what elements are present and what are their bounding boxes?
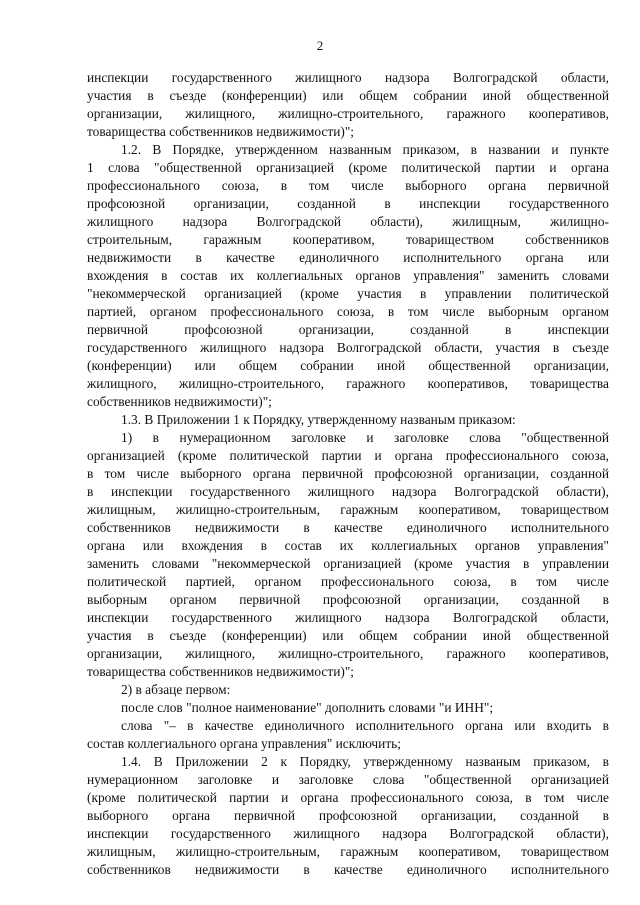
text-line: инспекции государственного жилищного надзора Волгоградской области, bbox=[87, 70, 609, 85]
text-line: собственников недвижимости)"; bbox=[87, 394, 272, 409]
text-line: товарищества собственников недвижимости)"; bbox=[87, 124, 355, 139]
page-number: 2 bbox=[316, 38, 324, 53]
text-line: 1.3. В Приложении 1 к Порядку, утвержденному названым приказом: bbox=[121, 412, 516, 427]
text-line: органа или вхождения в состав их коллегиальных органов управления" bbox=[87, 538, 609, 553]
text-line: слова "– в качестве единоличного исполнительного органа или входить в bbox=[121, 718, 609, 733]
text-line: собственников недвижимости в качестве единоличного исполнительного bbox=[87, 862, 609, 877]
text-line: выборным органом первичной профсоюзной организации, созданной в bbox=[87, 592, 609, 607]
text-line: строительным, гаражным кооперативом, товариществом собственников bbox=[87, 232, 609, 247]
text-line: первичной профсоюзной организации, созданной в инспекции bbox=[87, 322, 609, 337]
text-line: вхождения в состав их коллегиальных органов управления" заменить словами bbox=[87, 268, 609, 283]
text-line: профсоюзной организации, созданной в инспекции государственного bbox=[87, 196, 609, 211]
text-line: жилищным, жилищно-строительным, гаражным кооперативом, товариществом bbox=[87, 502, 609, 517]
text-line: недвижимости в качестве единоличного исполнительного органа или bbox=[87, 250, 609, 265]
text-line: жилищным, жилищно-строительным, гаражным кооперативом, товариществом bbox=[87, 844, 609, 859]
text-line: профессионального союза, в том числе выборного органа первичной bbox=[87, 178, 609, 193]
text-line: инспекции государственного жилищного надзора Волгоградской области, bbox=[87, 610, 609, 625]
text-line: 2) в абзаце первом: bbox=[121, 682, 231, 697]
text-line: 1 слова "общественной организацией (кроме политической партии и органа bbox=[87, 160, 609, 175]
text-line: участия в съезде (конференции) или общем собрании иной общественной bbox=[87, 88, 609, 103]
text-line: "некоммерческой организацией (кроме участия в управлении политической bbox=[87, 286, 609, 301]
text-line: жилищного надзора Волгоградской области), жилищным, жилищно- bbox=[87, 214, 609, 229]
text-line: состав коллегиального органа управления" исключить; bbox=[87, 736, 401, 751]
text-line: товарищества собственников недвижимости)"; bbox=[87, 664, 355, 679]
text-line: в инспекции государственного жилищного надзора Волгоградской области), bbox=[87, 484, 609, 499]
text-line: государственного жилищного надзора Волгоградской области, участия в съезде bbox=[87, 340, 609, 355]
text-line: политической партией, органом профессионального союза, в том числе bbox=[87, 574, 609, 589]
text-line: 1.4. В Приложении 2 к Порядку, утвержденному названым приказом, в bbox=[121, 754, 609, 769]
text-line: в том числе выборного органа первичной профсоюзной организации, созданной bbox=[87, 466, 609, 481]
text-line: организации, жилищного, жилищно-строительного, гаражного кооперативов, bbox=[87, 106, 609, 121]
text-line: заменить словами "некоммерческой организацией (кроме участия в управлении bbox=[87, 556, 609, 571]
text-line: организации, жилищного, жилищно-строительного, гаражного кооперативов, bbox=[87, 646, 609, 661]
text-line: нумерационном заголовке и заголовке слова "общественной организацией bbox=[87, 772, 609, 787]
text-line: после слов "полное наименование" дополнить словами "и ИНН"; bbox=[121, 700, 494, 715]
text-line: инспекции государственного жилищного надзора Волгоградской области), bbox=[87, 826, 609, 841]
text-line: 1.2. В Порядке, утвержденном названным приказом, в названии и пункте bbox=[121, 142, 609, 157]
document-body bbox=[87, 69, 609, 879]
text-line: (конференции) или общем собрании иной общественной организации, bbox=[87, 358, 609, 373]
text-line: (кроме политической партии и органа профессионального союза, в том числе bbox=[87, 790, 609, 805]
text-line: выборного органа первичной профсоюзной организации, созданной в bbox=[87, 808, 609, 823]
text-line: организацией (кроме политической партии и органа профессионального союза, bbox=[87, 448, 609, 463]
text-line: жилищного, жилищно-строительного, гаражного кооперативов, товарищества bbox=[87, 376, 609, 391]
text-line: участия в съезде (конференции) или общем собрании иной общественной bbox=[87, 628, 609, 643]
text-line: 1) в нумерационном заголовке и заголовке слова "общественной bbox=[121, 430, 609, 445]
text-line: партией, органом профессионального союза, в том числе выборным органом bbox=[87, 304, 609, 319]
text-line: собственников недвижимости в качестве единоличного исполнительного bbox=[87, 520, 609, 535]
